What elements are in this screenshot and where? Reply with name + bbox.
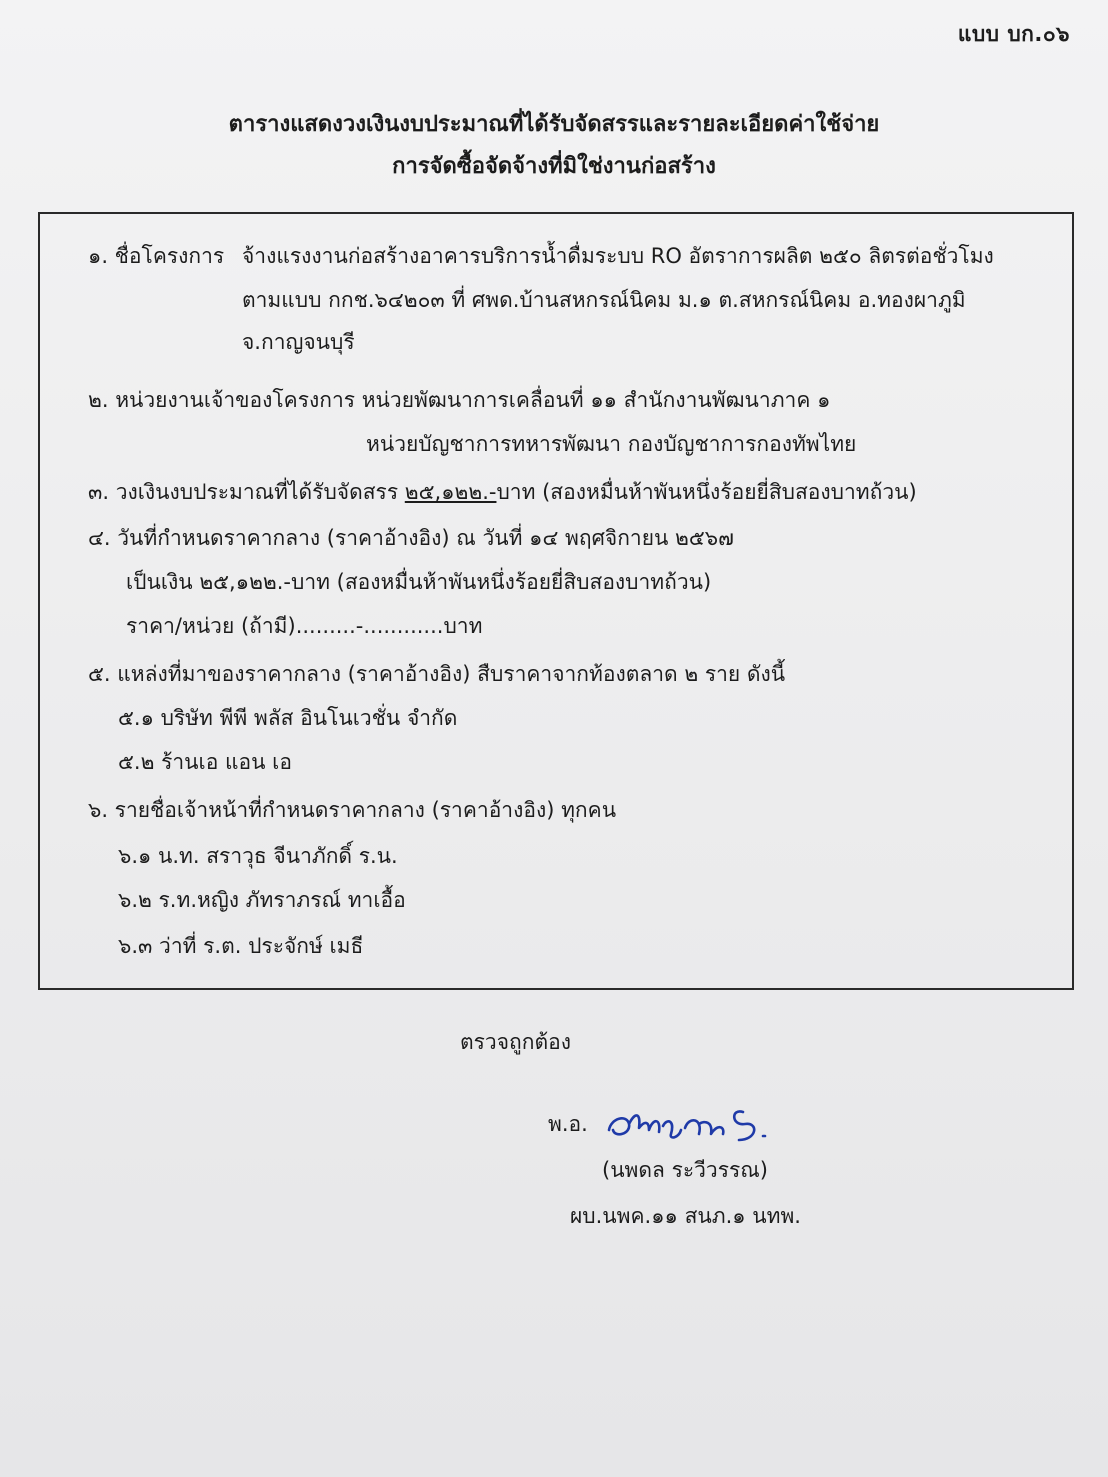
median-price-amount: เป็นเงิน ๒๕,๑๒๒.-บาท (สองหมื่นห้าพันหนึ่งร้อยยี่สิบสองบาทถ้วน) bbox=[126, 570, 712, 594]
document-title: ตารางแสดงวงเงินงบประมาณที่ได้รับจัดสรรและรายละเอียดค่าใช้จ่าย bbox=[228, 112, 880, 137]
source-item: ๕.๒ ร้านเอ แอน เอ bbox=[118, 750, 292, 774]
officer-item: ๖.๓ ว่าที่ ร.ต. ประจักษ์ เมธี bbox=[118, 934, 364, 958]
signer-name: (นพดล ระวีวรรณ) bbox=[602, 1158, 768, 1182]
project-label: ๑. ชื่อโครงการ bbox=[88, 244, 225, 268]
budget-line bbox=[88, 482, 917, 503]
details-box bbox=[38, 212, 1074, 990]
median-price-date: ๔. วันที่กำหนดราคากลาง (ราคาอ้างอิง) ณ วันที่ ๑๔ พฤศจิกายน ๒๕๖๗ bbox=[88, 526, 734, 550]
officer-item: ๖.๒ ร.ท.หญิง ภัทราภรณ์ ทาเอื้อ bbox=[118, 888, 406, 912]
signer-position: ผบ.นพค.๑๑ สนภ.๑ นทพ. bbox=[570, 1204, 801, 1228]
budget-amount: ๒๕,๑๒๒.- bbox=[404, 480, 497, 504]
project-name-line1: จ้างแรงงานก่อสร้างอาคารบริการน้ำดื่มระบบ RO อัตราการผลิต ๒๕๐ ลิตรต่อชั่วโมง bbox=[242, 244, 994, 268]
document-subtitle: การจัดซื้อจัดจ้างที่มิใช่งานก่อสร้าง bbox=[392, 154, 716, 179]
budget-prefix: ๓. วงเงินงบประมาณที่ได้รับจัดสรร bbox=[88, 480, 405, 504]
project-name-line2: ตามแบบ กกช.๖๔๒๐๓ ที่ ศพด.บ้านสหกรณ์นิคม ม.๑ ต.สหกรณ์นิคม อ.ทองผาภูมิ bbox=[242, 288, 966, 312]
project-name-line3: จ.กาญจนบุรี bbox=[242, 330, 355, 354]
sources-heading: ๕. แหล่งที่มาของราคากลาง (ราคาอ้างอิง) สืบราคาจากท้องตลาด ๒ ราย ดังนี้ bbox=[88, 662, 786, 686]
median-price-unit: ราคา/หน่วย (ถ้ามี).........-............บาท bbox=[126, 614, 483, 638]
officer-item: ๖.๑ น.ท. สราวุธ จีนาภักดิ์ ร.น. bbox=[118, 844, 398, 868]
certify-text: ตรวจถูกต้อง bbox=[460, 1030, 571, 1054]
signer-rank: พ.อ. bbox=[548, 1112, 588, 1136]
owner-line1: ๒. หน่วยงานเจ้าของโครงการ หน่วยพัฒนาการเคลื่อนที่ ๑๑ สำนักงานพัฒนาภาค ๑ bbox=[88, 388, 831, 412]
owner-line2: หน่วยบัญชาการทหารพัฒนา กองบัญชาการกองทัพไทย bbox=[366, 432, 857, 456]
handwritten-signature bbox=[605, 1100, 790, 1150]
budget-suffix: บาท (สองหมื่นห้าพันหนึ่งร้อยยี่สิบสองบาทถ้วน) bbox=[496, 480, 917, 504]
officers-heading: ๖. รายชื่อเจ้าหน้าที่กำหนดราคากลาง (ราคาอ้างอิง) ทุกคน bbox=[88, 798, 617, 822]
source-item: ๕.๑ บริษัท พีพี พลัส อินโนเวชั่น จำกัด bbox=[118, 706, 458, 730]
form-code: แบบ บก.๐๖ bbox=[957, 22, 1070, 46]
